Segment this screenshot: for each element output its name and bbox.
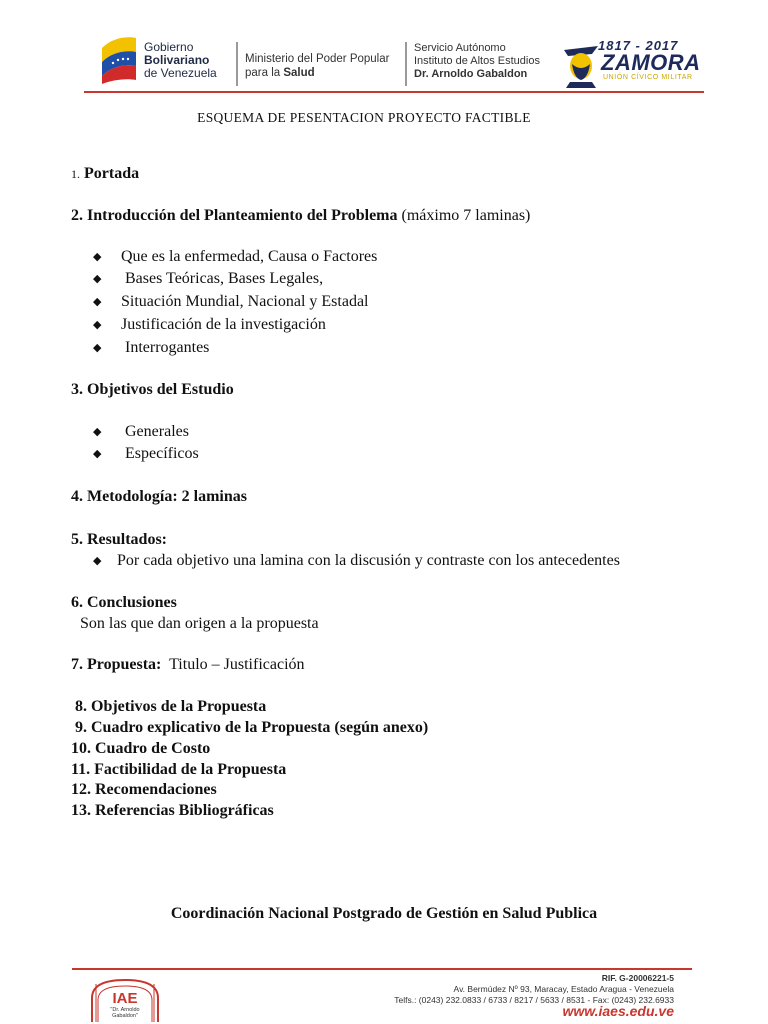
item-7: 7. Propuesta: Titulo – Justificación xyxy=(71,656,305,673)
item-2-bullet: Situación Mundial, Nacional y Estadal xyxy=(121,293,369,310)
iae-logo xyxy=(88,976,162,1022)
item-6: 6. Conclusiones xyxy=(71,594,177,611)
bullet-icon: ◆ xyxy=(93,555,102,567)
zamora-name: ZAMORA xyxy=(601,50,701,75)
item-5: 5. Resultados: xyxy=(71,531,168,548)
item-8: 8. Objetivos de la Propuesta xyxy=(75,698,267,715)
header-divider xyxy=(405,42,407,86)
footer-contact xyxy=(394,973,674,1017)
document-title: ESQUEMA DE PESENTACION PROYECTO FACTIBLE xyxy=(197,110,531,125)
footer-rule xyxy=(72,968,692,970)
ministry-name: Ministerio del Poder Popular para la Salud xyxy=(245,53,390,79)
iae-logo-sub: "Dr. Arnoldo Gabaldon" xyxy=(110,1007,140,1019)
website-link[interactable]: www.iaes.edu.ve xyxy=(562,1003,674,1019)
item-6-text: Son las que dan origen a la propuesta xyxy=(80,615,319,632)
coordination-line: Coordinación Nacional Postgrado de Gestión en Salud Publica xyxy=(170,905,598,922)
item-9: 9. Cuadro explicativo de la Propuesta (según anexo) xyxy=(75,719,429,736)
institute-name: Servicio Autónomo Instituto de Altos Estudios Dr. Arnoldo Gabaldon xyxy=(414,42,540,80)
item-4: 4. Metodología: 2 laminas xyxy=(71,488,247,505)
header-rule xyxy=(84,91,704,93)
item-10: 10. Cuadro de Costo xyxy=(71,740,211,757)
bullet-icon: ◆ xyxy=(93,448,102,460)
bullet-icon: ◆ xyxy=(93,319,102,331)
bullet-icon: ◆ xyxy=(93,342,102,354)
item-2-bullet: Interrogantes xyxy=(125,339,210,356)
iae-logo-text: IAE xyxy=(112,990,138,1007)
item-3-bullet: Generales xyxy=(125,423,189,440)
item-12: 12. Recomendaciones xyxy=(71,781,217,798)
bullet-icon: ◆ xyxy=(93,273,102,285)
government-name: Gobierno Bolivariano de Venezuela xyxy=(144,40,217,80)
address: Av. Bermúdez Nº 93, Maracay, Estado Aragua - Venezuela xyxy=(453,984,674,994)
phones: Telfs.: (0243) 232.0833 / 6733 / 8217 / 5633 / 8531 - Fax: (0243) 232.6933 xyxy=(394,995,674,1005)
item-5-bullet: Por cada objetivo una lamina con la discusión y contraste con los antecedentes xyxy=(117,552,620,569)
header xyxy=(0,0,768,95)
item-13: 13. Referencias Bibliográficas xyxy=(71,802,274,819)
item-2-bullet: Bases Teóricas, Bases Legales, xyxy=(125,270,324,287)
bullet-icon: ◆ xyxy=(93,426,102,438)
venezuela-flag-logo xyxy=(98,32,140,84)
item-1: 1. Portada xyxy=(71,165,140,182)
item-2-bullet: Que es la enfermedad, Causa o Factores xyxy=(121,248,378,265)
item-3: 3. Objetivos del Estudio xyxy=(71,381,234,398)
rif-number: RIF. G-20006221-5 xyxy=(601,973,674,983)
item-3-bullet: Específicos xyxy=(125,445,199,462)
item-2: 2. Introducción del Planteamiento del Problema (máximo 7 laminas) xyxy=(71,207,531,224)
bullet-icon: ◆ xyxy=(93,296,102,308)
zamora-portrait-icon xyxy=(562,38,600,88)
item-11: 11. Factibilidad de la Propuesta xyxy=(71,761,287,778)
bullet-icon: ◆ xyxy=(93,251,102,263)
item-2-bullet: Justificación de la investigación xyxy=(121,316,326,333)
zamora-years: 1817 - 2017 xyxy=(598,38,679,53)
header-divider xyxy=(236,42,238,86)
zamora-subtitle: UNIÓN CÍVICO MILITAR xyxy=(603,74,693,81)
